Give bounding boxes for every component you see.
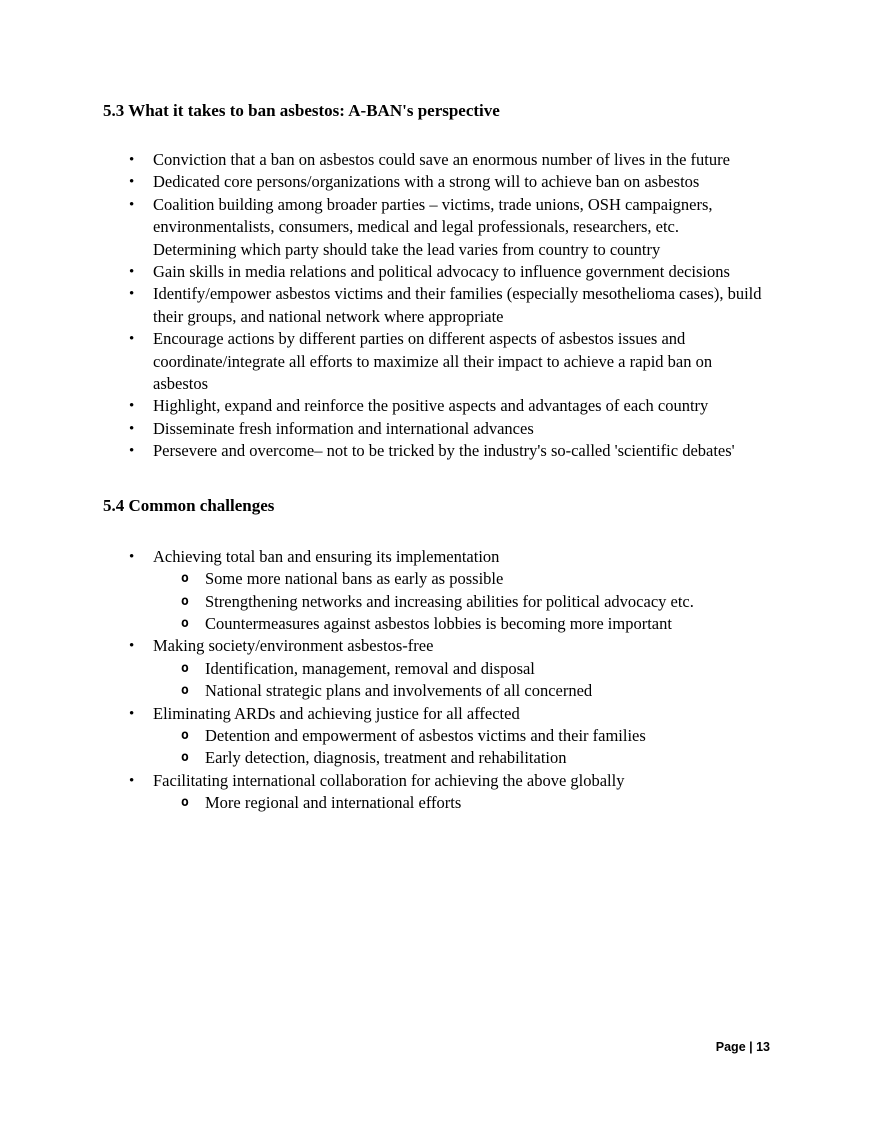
list-item (103, 194, 766, 261)
circle-bullet-icon: o (181, 593, 189, 609)
sub-list-item (153, 613, 766, 635)
sub-list (153, 792, 766, 814)
list-item-text: Gain skills in media relations and political advocacy to influence government decisions (153, 262, 730, 282)
list-item-text: Coalition building among broader parties – victims, trade unions, OSH campaigners, environmentalists, consumers, medical and legal professionals, researchers, etc. Determining which party should take the lead varies from country to country (153, 194, 713, 259)
page-number: Page | 13 (715, 1040, 770, 1054)
bullet-icon: • (129, 264, 135, 281)
sub-list (153, 658, 766, 703)
bullet-icon: • (129, 152, 135, 168)
list-item (103, 418, 766, 440)
sub-list-item (153, 658, 766, 680)
bullet-icon: • (129, 705, 135, 722)
section-heading-5-4: 5.4 Common challenges (103, 495, 275, 515)
list-item (103, 149, 766, 171)
list-item (103, 440, 766, 462)
bullet-icon: • (129, 548, 135, 565)
list-item-text: Facilitating international collaboration for achieving the above globally (153, 770, 625, 790)
list-item-text: Persevere and overcome– not to be tricked by the industry's so-called 'scientific debates' (153, 441, 735, 461)
circle-bullet-icon: o (181, 571, 189, 587)
list-item (103, 395, 766, 417)
sub-list-item (153, 725, 766, 747)
sub-list-item-text: Identification, management, removal and disposal (205, 658, 535, 678)
list-item-text: Conviction that a ban on asbestos could save an enormous number of lives in the future (153, 150, 730, 169)
sub-list-item-text: Detention and empowerment of asbestos victims and their families (205, 725, 646, 745)
list-item (103, 770, 766, 815)
bullet-icon: • (129, 420, 135, 437)
circle-bullet-icon: o (181, 660, 189, 676)
list-item (103, 546, 766, 636)
list-item-text: Achieving total ban and ensuring its implementation (153, 546, 500, 566)
list-item (103, 635, 766, 702)
sub-list-item (153, 568, 766, 590)
list-item (103, 261, 766, 283)
sub-list-item-text: Early detection, diagnosis, treatment and rehabilitation (205, 748, 567, 768)
sub-list-item-text: Strengthening networks and increasing abilities for political advocacy etc. (205, 591, 694, 611)
page-content (103, 99, 766, 815)
list-item-text: Disseminate fresh information and international advances (153, 418, 534, 438)
list-item-text: Highlight, expand and reinforce the positive aspects and advantages of each country (153, 396, 709, 416)
list-item (103, 703, 766, 770)
circle-bullet-icon: o (181, 795, 189, 811)
sub-list-item (153, 680, 766, 702)
circle-bullet-icon: o (181, 683, 189, 699)
list-item-text: Dedicated core persons/organizations with a strong will to achieve ban on asbestos (153, 172, 700, 192)
bullet-icon: • (129, 286, 135, 303)
circle-bullet-icon: o (181, 615, 189, 631)
list-item-text: Encourage actions by different parties on different aspects of asbestos issues and coordinate/integrate all efforts to maximize all their impact to achieve a rapid ban on asbestos (153, 329, 713, 394)
sub-list-item-text: Countermeasures against asbestos lobbies is becoming more important (205, 613, 672, 633)
sub-list-item-text: More regional and international efforts (205, 793, 462, 813)
list-item (103, 328, 766, 395)
sub-list-item (153, 591, 766, 613)
sub-list-item (153, 792, 766, 814)
list-item-text: Making society/environment asbestos-free (153, 636, 434, 656)
bullet-icon: • (129, 772, 135, 789)
bullet-icon: • (129, 174, 135, 191)
bullet-icon: • (129, 638, 135, 655)
bullet-icon: • (129, 196, 135, 213)
circle-bullet-icon: o (181, 727, 189, 743)
list-item-text: Eliminating ARDs and achieving justice for all affected (153, 703, 520, 723)
list-item (103, 171, 766, 193)
sub-list (153, 725, 766, 770)
circle-bullet-icon: o (181, 750, 189, 766)
bullet-icon: • (129, 443, 135, 460)
bullet-icon: • (129, 398, 135, 415)
section-5-4-list (103, 546, 766, 815)
sub-list (153, 568, 766, 635)
section-heading-5-3: 5.3 What it takes to ban asbestos: A-BAN's perspective (103, 101, 500, 120)
sub-list-item-text: National strategic plans and involvements of all concerned (205, 681, 593, 701)
list-item (103, 283, 766, 328)
bullet-icon: • (129, 331, 135, 348)
sub-list-item (153, 747, 766, 769)
list-item-text: Identify/empower asbestos victims and their families (especially mesothelioma cases), build their groups, and national network where appropriate (153, 284, 762, 326)
sub-list-item-text: Some more national bans as early as possible (205, 569, 504, 589)
section-5-3-list (103, 149, 766, 463)
